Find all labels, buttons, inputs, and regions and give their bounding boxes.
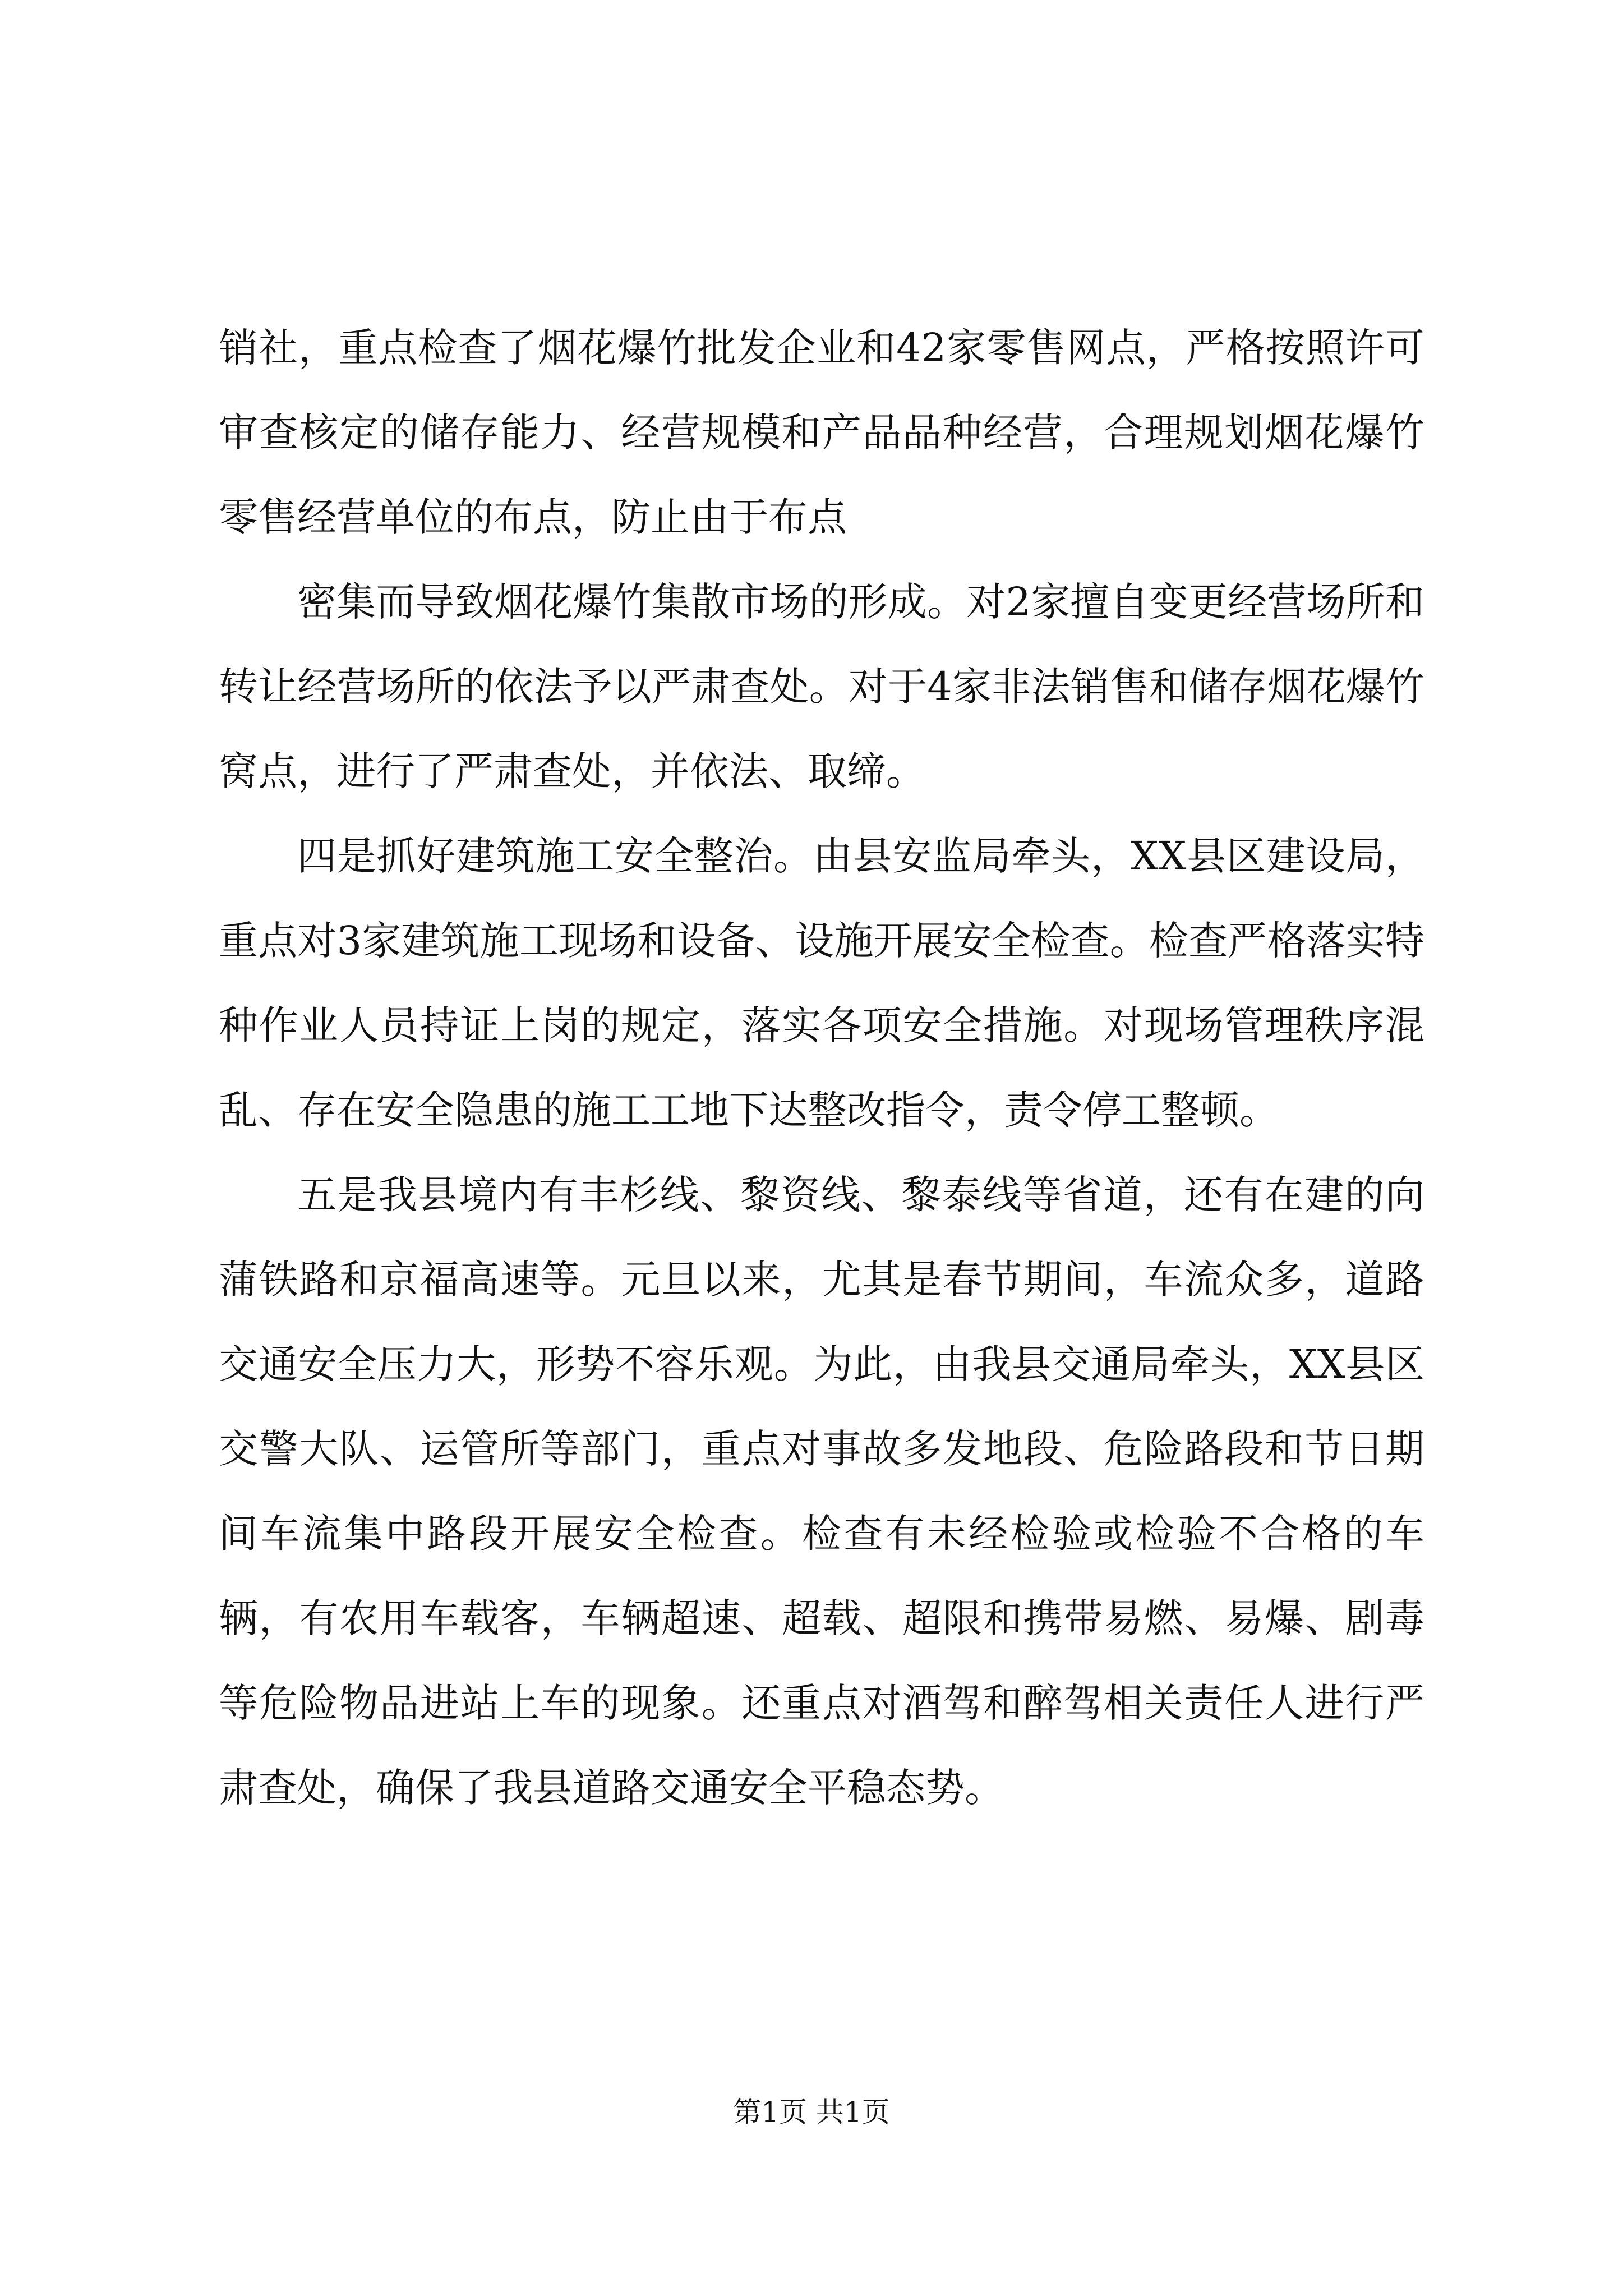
page-footer: 第1页 共1页 [733,2096,890,2128]
paragraph-construction-safety: 四是抓好建筑施工安全整治。由县安监局牵头，XX县区建设局，重点对3家建筑施工现场和设备、设施开展安全检查。检查严格落实特种作业人员持证上岗的规定，落实各项安全措施。对现场管理秩序混乱、存在安全隐患的施工工地下达整改指令，责令停工整顿。 [219,833,1424,1133]
paragraph-road-traffic-safety: 五是我县境内有丰杉线、黎资线、黎泰线等省道，还有在建的向蒲铁路和京福高速等。元旦以来，尤其是春节期间，车流众多，道路交通安全压力大，形势不容乐观。为此，由我县交通局牵头，XX县区交警大队、运管所等部门，重点对事故多发地段、危险路段和节日期间车流集中路段开展安全检查。检查有未经检验或检验不合格的车辆，有农用车载客，车辆超速、超载、超限和携带易燃、易爆、剧毒等危险物品进站上车的现象。还重点对酒驾和醉驾相关责任人进行严肃查处，确保了我县道路交通安全平稳态势。 [219,1172,1424,1811]
paragraph-fireworks-market: 密集而导致烟花爆竹集散市场的形成。对2家擅自变更经营场所和转让经营场所的依法予以严肃查处。对于4家非法销售和储存烟花爆竹窝点，进行了严肃查处，并依法、取缔。 [219,579,1424,794]
document-body [219,306,1424,1830]
paragraph-fireworks-inspection: 销社，重点检查了烟花爆竹批发企业和42家零售网点，严格按照许可审查核定的储存能力、经营规模和产品品种经营，合理规划烟花爆竹零售经营单位的布点，防止由于布点 [219,325,1424,540]
